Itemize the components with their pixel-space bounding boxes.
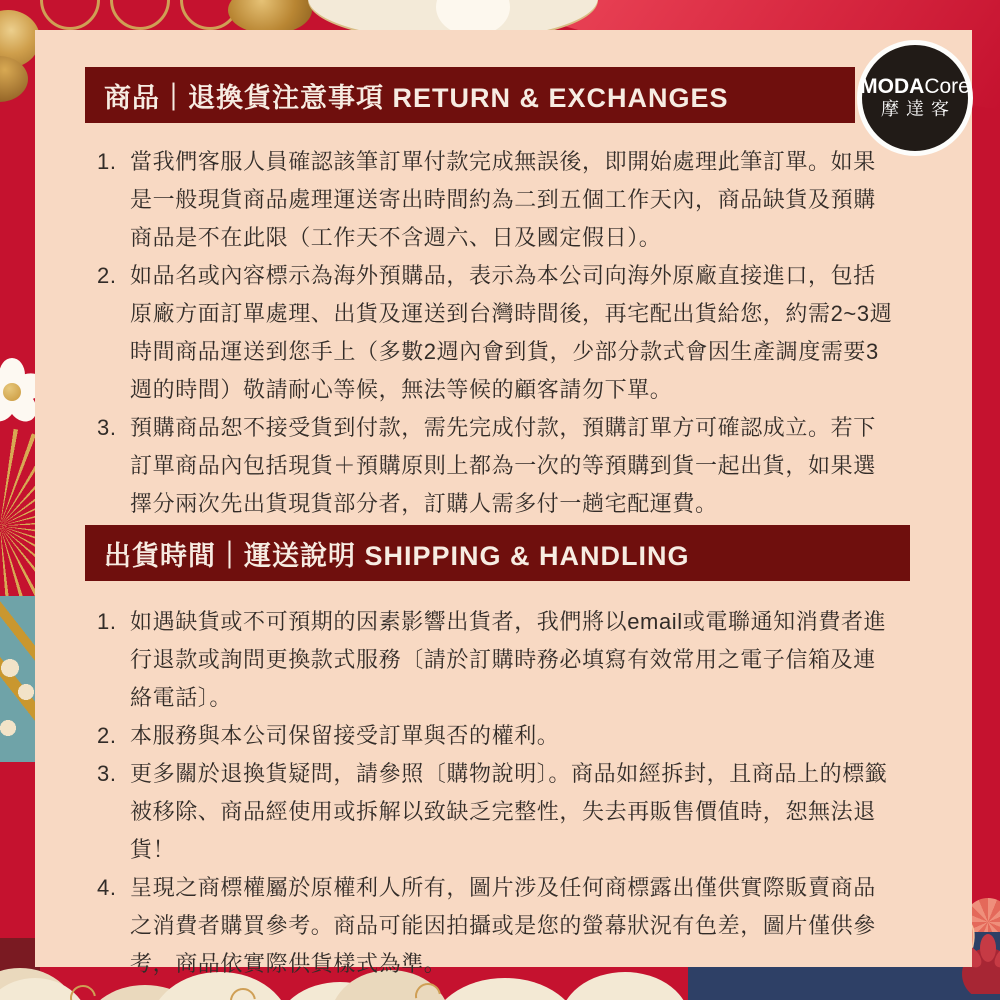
return-exchanges-header bbox=[85, 67, 855, 123]
list-item: 如品名或內容標示為海外預購品，表示為本公司向海外原廠直接進口，包括原廠方面訂單處理、出貨及運送到台灣時間後，再宅配出貨給您，約需2~3週時間商品運送到您手上（多數2週內會到貨，少部分款式會因生產調度需要3週的時間）敬請耐心等候，無法等候的顧客請勿下單。 bbox=[130, 263, 893, 402]
section-title: 商品｜退換貨注意事項 RETURN & EXCHANGES bbox=[104, 82, 729, 113]
shipping-handling-header bbox=[85, 525, 910, 581]
shipping-handling-list bbox=[97, 603, 897, 983]
list-item: 當我們客服人員確認該筆訂單付款完成無誤後，即開始處理此筆訂單。如果是一般現貨商品處理運送寄出時間約為二到五個工作天內，商品缺貨及預購商品是不在此限（工作天不含週六、日及國定假日）。 bbox=[130, 149, 876, 250]
notice-card bbox=[35, 30, 972, 976]
list-item: 本服務與本公司保留接受訂單與否的權利。 bbox=[130, 723, 560, 748]
list-item: 如遇缺貨或不可預期的因素影響出貨者，我們將以email或電聯通知消費者進行退款或詢問更換款式服務〔請於訂購時務必填寫有效常用之電子信箱及連絡電話〕。 bbox=[130, 609, 887, 710]
list-item: 預購商品恕不接受貨到付款，需先完成付款，預購訂單方可確認成立。若下訂單商品內包括現貨＋預購原則上都為一次的等預購到貨一起出貨，如果選擇分兩次先出貨現貨部分者，訂購人需多付一趟宅配運費。 bbox=[130, 415, 876, 516]
cloud-outline-decoration bbox=[110, 0, 170, 30]
logo-chinese-name: 摩達客 bbox=[881, 99, 956, 119]
list-item: 呈現之商標權屬於原權利人所有，圖片涉及任何商標露出僅供實際販賣商品之消費者購買參考。商品可能因拍攝或是您的螢幕狀況有色差，圖片僅供參考，商品依實際供貨樣式為準。 bbox=[130, 875, 876, 976]
logo-text-light: Core bbox=[924, 75, 970, 98]
list-item: 更多關於退換貨疑問，請參照〔購物說明〕。商品如經拆封，且商品上的標籤被移除、商品經使用或拆解以致缺乏完整性，失去再販售價值時，恕無法退貨！ bbox=[130, 761, 888, 862]
modacore-logo bbox=[857, 40, 973, 156]
logo-wordmark bbox=[860, 76, 970, 98]
section-title: 出貨時間｜運送說明 SHIPPING & HANDLING bbox=[104, 540, 690, 571]
logo-text-bold: MODA bbox=[860, 75, 925, 98]
cloud-outline-decoration bbox=[40, 0, 100, 30]
gold-ornament-decoration bbox=[228, 0, 312, 34]
return-exchanges-list bbox=[97, 143, 897, 523]
teal-fabric-decoration bbox=[0, 596, 38, 762]
